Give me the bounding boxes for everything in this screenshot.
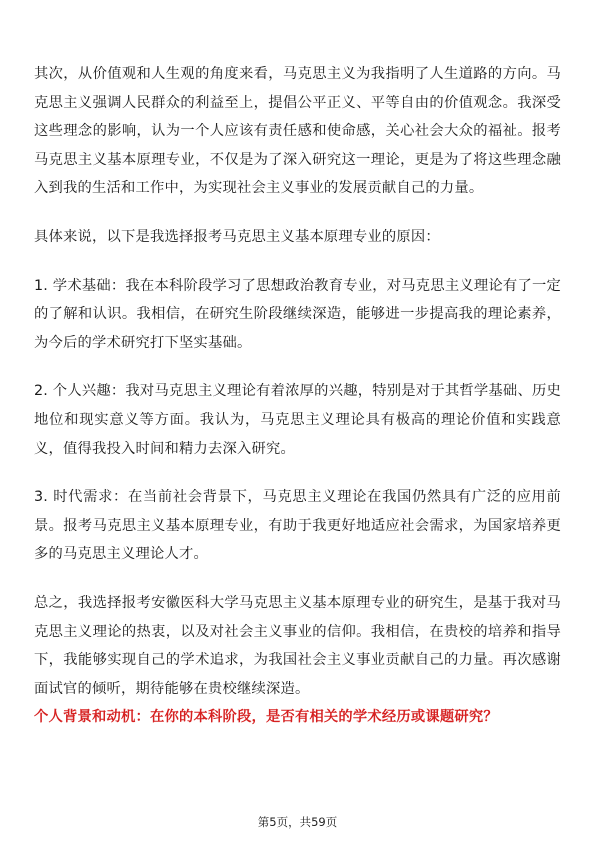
- interview-question: 个人背景和动机：在你的本科阶段，是否有相关的学术经历或课题研究？: [34, 709, 498, 726]
- paragraph-gap: [34, 252, 561, 272]
- paragraph-gap: [34, 357, 561, 377]
- paragraph-reasons-intro: 具体来说，以下是我选择报考马克思主义基本原理专业的原因：: [34, 228, 440, 245]
- paragraph-conclusion: 总之，我选择报考安徽医科大学马克思主义基本原理专业的研究生，是基于我对马克思主义理论的热衷，以及对社会主义事业的信仰。我相信，在贵校的培养和指导下，我能够实现自己的学术追求，为我国社会主义事业贡献自己的力量。再次感谢面试官的倾听，期待能够在贵校继续深造。: [34, 594, 561, 697]
- document-body: [34, 60, 561, 732]
- paragraph-reason-interest: 2. 个人兴趣：我对马克思主义理论有着浓厚的兴趣，特别是对于其哲学基础、历史地位和现实意义等方面。我认为，马克思主义理论具有极高的理论价值和实践意义，值得我投入时间和精力去深入研究。: [34, 383, 561, 457]
- paragraph-values: 其次，从价值观和人生观的角度来看，马克思主义为我指明了人生道路的方向。马克思主义强调人民群众的利益至上，提倡公平正义、平等自由的价值观念。我深受这些理念的影响，认为一个人应该有责任感和使命感，关心社会大众的福祉。报考马克思主义基本原理专业，不仅是为了深入研究这一理论，更是为了将这些理念融入到我的生活和工作中，为实现社会主义事业的发展贡献自己的力量。: [34, 66, 561, 197]
- paragraph-gap: [34, 569, 561, 589]
- page-number-footer: 第5页，共59页: [257, 815, 338, 829]
- paragraph-reason-academic: 1. 学术基础：我在本科阶段学习了思想政治教育专业，对马克思主义理论有了一定的了解和认识。我相信，在研究生阶段继续深造，能够进一步提高我的理论素养，为今后的学术研究打下坚实基础。: [34, 277, 561, 351]
- paragraph-gap: [34, 463, 561, 483]
- paragraph-reason-demand: 3. 时代需求：在当前社会背景下，马克思主义理论在我国仍然具有广泛的应用前景。报考马克思主义基本原理专业，有助于我更好地适应社会需求，为国家培养更多的马克思主义理论人才。: [34, 489, 561, 563]
- paragraph-gap: [34, 203, 561, 223]
